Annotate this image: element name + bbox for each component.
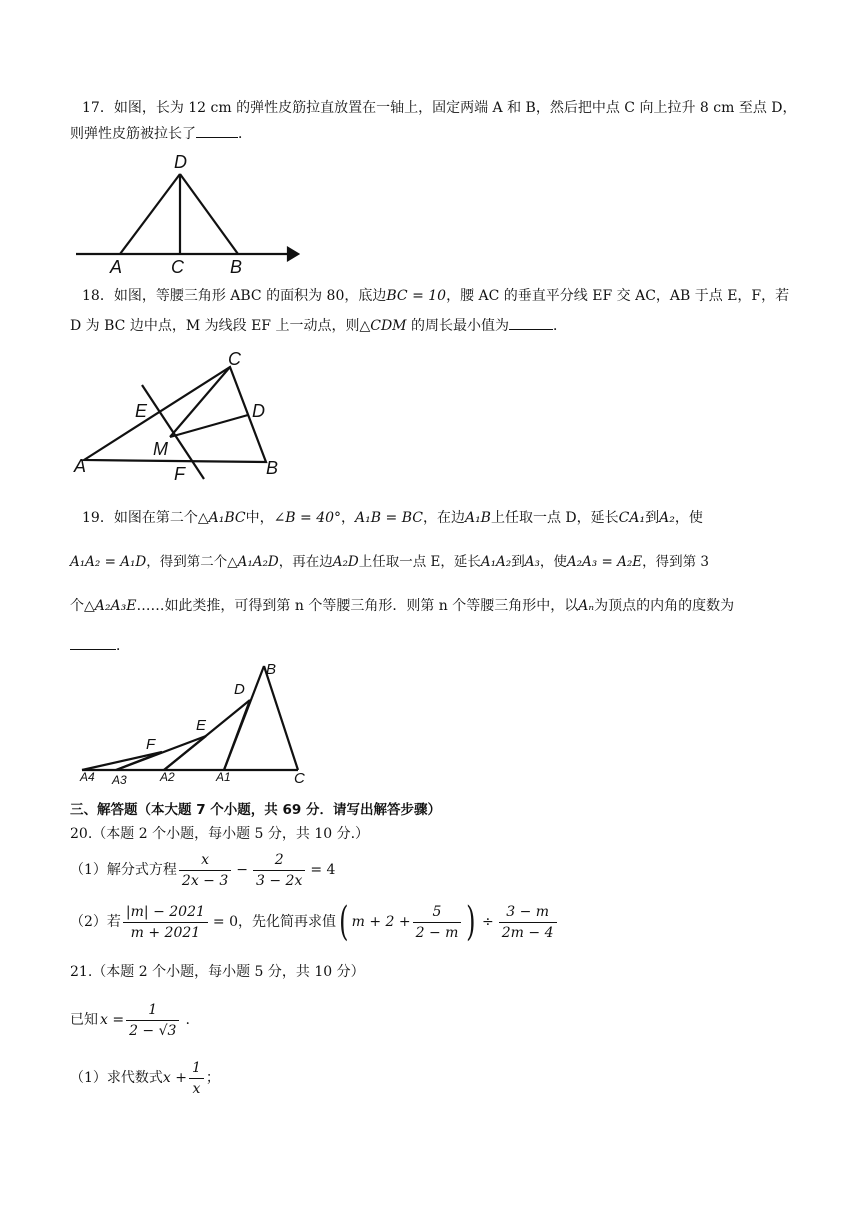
q19-l3-tri: △A₂A₃E (84, 598, 137, 614)
q19-line4 (70, 636, 130, 656)
fraction-denominator: 2 − √3 (129, 1022, 177, 1039)
q18-line2 (70, 316, 567, 336)
q19-l1d: ，在边 (422, 510, 465, 526)
segment-DB (180, 174, 238, 254)
fraction (189, 1058, 204, 1099)
label-B: B (266, 661, 277, 678)
q18-figure (70, 345, 290, 483)
fraction (499, 902, 557, 943)
q19-l1a: 19．如图在第二个 (82, 510, 198, 526)
fraction-numerator: 1 (126, 1000, 179, 1021)
equals-zero: = 0 (212, 914, 238, 930)
q19-l2-tri: △A₁A₂D (227, 554, 279, 570)
fraction-denominator: 3 − 2x (256, 872, 303, 889)
fraction-denominator: 2x − 3 (181, 872, 229, 889)
q19-l2b: ，再在边 (278, 554, 333, 570)
label-B: B (230, 257, 243, 277)
section-title: 三、解答题（本大题 7 个小题，共 69 分．请写出解答步骤） (70, 802, 441, 818)
q20-head: 20.（本题 2 个小题，每小题 5 分，共 10 分.） (70, 826, 370, 842)
q20-part1 (70, 848, 335, 892)
q18-line2-a: D 为 BC 边中点，M 为线段 EF 上一动点，则 (70, 318, 360, 334)
inner-expression: m + 2 + (351, 914, 411, 930)
fraction (126, 1000, 179, 1041)
q18-bc-eq: BC = 10 (386, 288, 447, 304)
label-C: C (228, 349, 241, 369)
fraction-denominator: 2 − m (415, 924, 459, 941)
triangle-ABC (84, 367, 266, 462)
q21-head: 21.（本题 2 个小题，每小题 5 分，共 10 分） (70, 964, 365, 980)
right-paren: ) (466, 899, 476, 945)
q19-l2c: 上任取一点 E，延长 (358, 554, 481, 570)
label-F: F (174, 464, 185, 483)
left-paren: ( (339, 899, 349, 945)
q18-line1 (82, 286, 789, 306)
label-M: M (153, 439, 168, 459)
q17-line1: 17．如图，长为 12 cm 的弹性皮筋拉直放置在一轴上，固定两端 A 和 B，然后把中点 C 向上拉升 8 cm 至点 D， (82, 100, 797, 116)
fraction-numerator: 5 (413, 902, 462, 923)
q19-l1f: 到 (645, 510, 660, 526)
q19-line2 (70, 552, 709, 572)
q21-p1-semicolon: ； (205, 1070, 220, 1086)
q19-l3c: 为顶点的内角的度数为 (594, 598, 735, 614)
q20-p1-label: （1）解分式方程 (70, 862, 177, 878)
fraction-numerator: |m| − 2021 (123, 902, 208, 923)
q21-given (70, 996, 190, 1044)
q19-l2f: ，得到第 3 (642, 554, 710, 570)
fraction-numerator: x (179, 850, 231, 871)
q21-p1-label: （1）求代数式 (70, 1070, 163, 1086)
answer-blank (196, 137, 238, 138)
answer-blank (70, 649, 116, 650)
label-A2: A2 (160, 770, 175, 784)
fraction (123, 902, 208, 943)
q17-line2 (70, 124, 252, 144)
q19-l1-tri: △A₁BC (197, 510, 246, 526)
q19-l1e: 上任取一点 D，延长 (490, 510, 619, 526)
q21-given-label: 已知 (70, 1012, 98, 1028)
q17-line2-text: 则弹性皮筋被拉长了 (70, 126, 196, 142)
q17-period: ． (238, 126, 252, 142)
q21-given-period: . (185, 1012, 190, 1028)
segment-A2E (164, 736, 206, 770)
label-A: A (110, 257, 123, 277)
q19-l1-angle: ∠B = 40° (273, 510, 342, 526)
fraction (413, 902, 462, 943)
q19-line1 (82, 508, 703, 528)
label-C: C (294, 770, 305, 787)
segment-MD (170, 415, 248, 437)
q19-l2-ext: A₁A₂ (480, 554, 512, 570)
answer-blank (509, 329, 553, 330)
q19-figure (70, 660, 320, 790)
segment-CB (264, 666, 298, 770)
q19-l1b: 中， (245, 510, 274, 526)
label-A3: A3 (112, 773, 127, 787)
q19-l2a: ，得到第二个 (146, 554, 228, 570)
q19-period: ． (116, 638, 130, 654)
q21-p1-x: x + (162, 1070, 187, 1086)
q20-part2 (70, 898, 559, 946)
fraction-numerator: 1 (189, 1058, 204, 1079)
label-B: B (266, 458, 279, 478)
label-A: A (74, 456, 87, 476)
q19-l1-eq: A₁B = BC (355, 510, 423, 526)
q19-l2-seg: A₂D (332, 554, 359, 570)
axis-arrow-icon (288, 248, 298, 260)
q19-l1-ca: CA₁ (618, 510, 646, 526)
fraction-denominator: x (192, 1080, 201, 1097)
label-F: F (146, 736, 156, 753)
label-E: E (196, 717, 207, 734)
q19-l2e: ，使 (539, 554, 567, 570)
q18-line1-a: 18．如图，等腰三角形 ABC 的面积为 80，底边 (82, 288, 387, 304)
fraction-denominator: m + 2021 (130, 924, 201, 941)
q19-l2-eq: A₁A₂ = A₁D (70, 554, 147, 570)
fraction-denominator: 2m − 4 (501, 924, 554, 941)
q19-line3 (70, 596, 734, 616)
fraction-numerator: 3 − m (499, 902, 557, 923)
fraction-numerator: 2 (253, 850, 305, 871)
q19-l3b: ……如此类推，可得到第 n 个等腰三角形．则第 n 个等腰三角形中，以 (136, 598, 579, 614)
fraction (253, 850, 305, 891)
q18-line2-b: 的周长最小值为 (406, 318, 509, 334)
q17-figure (70, 152, 300, 278)
segment-AD (120, 174, 180, 254)
q19-l1-seg: A₁B (464, 510, 491, 526)
label-D: D (174, 152, 187, 172)
q18-period: ． (552, 318, 567, 334)
label-D: D (234, 681, 245, 698)
minus-sign: − (236, 862, 248, 878)
q21-given-x: x = (100, 1012, 125, 1028)
q19-l1c: ， (341, 510, 356, 526)
fraction (179, 850, 231, 891)
q18-triangle: △CDM (359, 318, 407, 334)
label-E: E (135, 401, 148, 421)
q19-l2d: 到 (511, 554, 525, 570)
q19-l1g: ，使 (674, 510, 703, 526)
q21-part1 (70, 1054, 220, 1102)
q20-p2-label: （2）若 (70, 914, 121, 930)
divide-sign: ÷ (482, 914, 494, 930)
label-C: C (171, 257, 184, 277)
q18-line1-b: ，腰 AC 的垂直平分线 EF 交 AC，AB 于点 E，F，若 (446, 288, 790, 304)
segment-MC (170, 367, 230, 437)
q19-l2-eq2: A₂A₃ = A₂E (566, 554, 643, 570)
q19-l3a: 个 (70, 598, 84, 614)
equation-rhs: = 4 (310, 862, 336, 878)
q19-l1-a2: A₂ (659, 510, 675, 526)
q20-p2-mid: ，先化简再求值 (237, 914, 336, 930)
label-D: D (252, 401, 265, 421)
q19-l3-an: Aₙ (578, 598, 595, 614)
label-A4: A4 (80, 770, 95, 784)
label-A1: A1 (216, 770, 231, 784)
q19-l2-a3: A₃ (524, 554, 540, 570)
